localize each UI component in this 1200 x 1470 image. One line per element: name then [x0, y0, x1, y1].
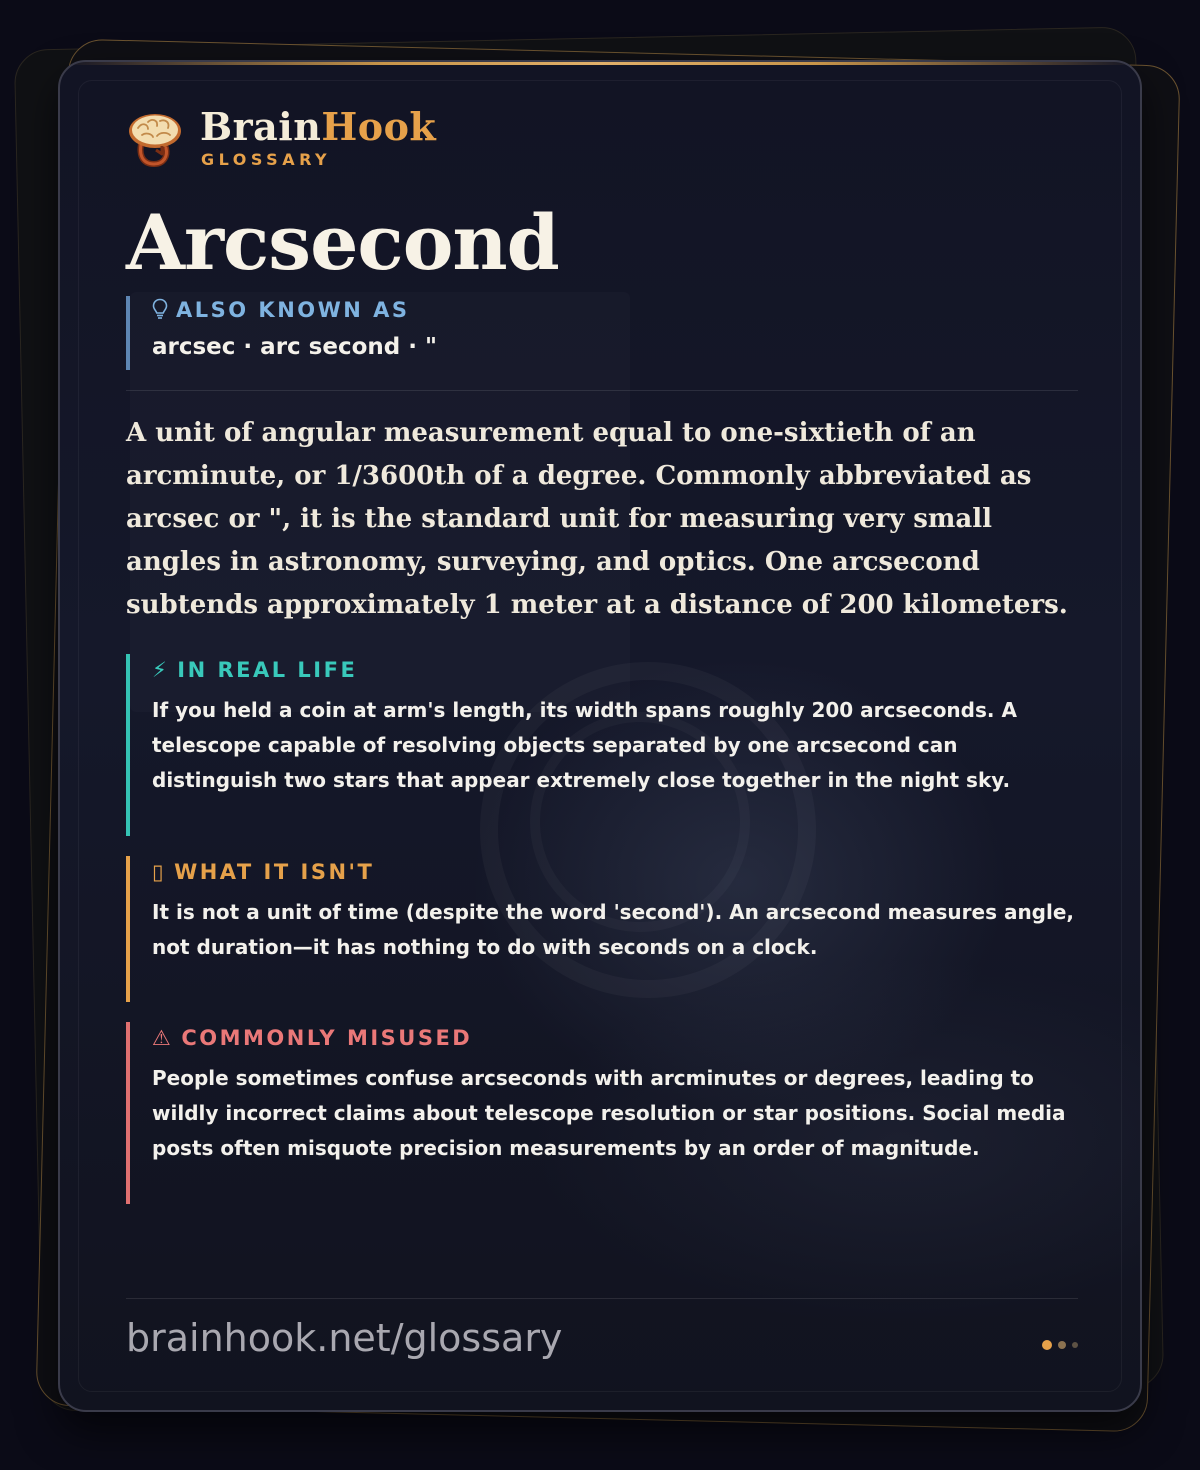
also-known-as-heading: [152, 298, 1052, 322]
section-body: People sometimes confuse arcseconds with arcminutes or degrees, leading to wildly incorrect claims about telescope resolution or star positions. Social media posts often misquote precision measurements by an order of magnitude.: [152, 1066, 1066, 1160]
page-dot-active: [1042, 1340, 1052, 1350]
brand-name-accent: Hook: [321, 104, 437, 149]
brand-subtitle: GLOSSARY: [201, 150, 332, 169]
footer-divider: [126, 1298, 1078, 1299]
lightning-icon: ⚡: [152, 658, 170, 682]
section-heading-label: WHAT IT ISN'T: [174, 860, 375, 884]
also-known-as-values: arcsec · arc second · ": [152, 334, 437, 360]
divider: [126, 390, 1078, 391]
section-heading-label: IN REAL LIFE: [177, 658, 358, 682]
also-known-as-block: [126, 296, 1052, 370]
section-commonly-misused: [126, 1022, 1078, 1204]
missing-glyph-icon: ▯: [152, 860, 167, 884]
section-body: It is not a unit of time (despite the word 'second'). An arcsecond measures angle, not duration—it has nothing to do with seconds on a clock.: [152, 900, 1075, 959]
page-dot: [1058, 1341, 1066, 1349]
section-heading-label: COMMONLY MISUSED: [181, 1026, 473, 1050]
term-definition: A unit of angular measurement equal to one-sixtieth of an arcminute, or 1/3600th of a degree. Commonly abbreviated as arcsec or ", it is the standard unit for measuring very small angles in astronomy, surveying, and optics. One arcsecond subtends approximately 1 meter at a distance of 200 kilometers.: [126, 418, 1068, 620]
section-what-it-isnt: [126, 856, 1078, 1002]
section-body: If you held a coin at arm's length, its width spans roughly 200 arcseconds. A telescope capable of resolving objects separated by one arcsecond can distinguish two stars that appear extremely close together in the night sky.: [152, 698, 1017, 792]
warning-icon: ⚠: [152, 1026, 174, 1050]
section-heading: [152, 658, 1078, 682]
brand-name-primary: Brain: [200, 104, 322, 149]
brand-header: [126, 104, 526, 172]
lightbulb-icon: [152, 298, 168, 322]
glossary-card: [58, 60, 1142, 1412]
brain-hook-icon: [126, 110, 184, 168]
section-in-real-life: [126, 654, 1078, 836]
term-title: Arcsecond: [126, 198, 559, 287]
section-heading: [152, 1026, 1078, 1050]
page-dot: [1072, 1342, 1078, 1348]
also-known-as-label: ALSO KNOWN AS: [176, 298, 410, 322]
section-heading: [152, 860, 1078, 884]
brand-name: [200, 104, 436, 149]
footer-url: brainhook.net/glossary: [126, 1316, 563, 1360]
page-indicator-dots: [1038, 1340, 1078, 1352]
